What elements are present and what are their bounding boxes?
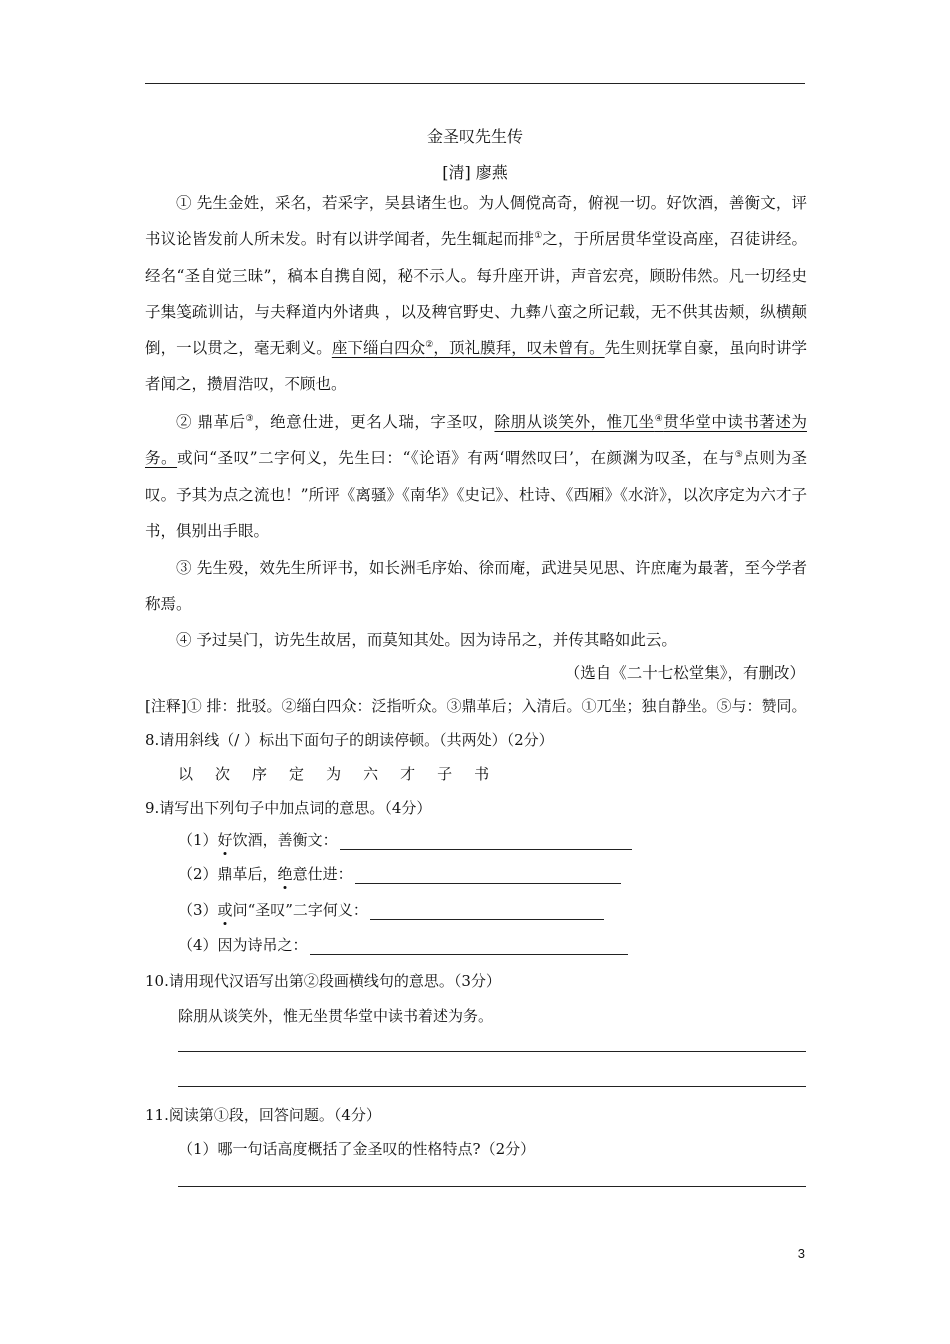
dotted-word-huo: 或 [217,901,233,919]
char-7: 才 [400,765,416,783]
dotted-word-jue: 绝 [277,865,293,883]
p1-underlined-sentence [332,339,605,357]
note-ref-3: ③ [245,413,255,424]
p2-text-a: ② 鼎革后 [176,413,246,431]
note-ref-1: ① [534,231,543,242]
page-number: 3 [797,1246,805,1261]
p1-text-b: 之，于所居贯华堂设高座，召徒讲经。经名“圣自觉三昧”，稿本自携自阅，秘不示人。每升座开讲，声音宏亮，顾盼伟然。凡一切经史子集笺疏训诂，与夫释道内外诸典 ，以及稗官野史、九彝八蛮之所记载，无不供其齿颊，纵横颠倒，一以贯之，毫无剩义。 [145,230,807,358]
char-8: 子 [437,765,453,783]
p2-underlined-a: 除朋从谈笑外，惟兀坐 [494,413,655,431]
q9-item-3 [178,899,604,920]
answer-line-10-2[interactable] [178,1086,806,1087]
char-9: 书 [474,765,490,783]
paragraph-3: ③ 先生殁，效先生所评书，如长洲毛序始、徐而庵，武进吴见思、许庶庵为最著，至今学者称焉。 [145,559,807,614]
annotations: [注释]① 排：批驳。②缁白四众：泛指听众。③鼎革后；入清后。①兀坐；独自静坐。⑤与：赞同。 [145,697,807,715]
question-10: 10.请用现代汉语写出第②段画横线句的意思。（3分） [145,972,501,990]
p1-text-c: 先生则抚掌自豪，虽向时讲学者闻之，攒眉浩叹，不顾也。 [145,339,807,394]
char-5: 为 [326,765,342,783]
q9-item-2-text: 意仕进： [292,865,353,883]
dotted-word-hao: 好 [217,831,233,849]
char-2: 次 [215,765,231,783]
answer-line-9-1[interactable] [340,831,632,850]
answer-line-10-1[interactable] [178,1051,806,1052]
answer-line-9-4[interactable] [310,936,628,955]
q9-item-4 [178,934,628,955]
answer-line-11-1[interactable] [178,1186,806,1187]
q9-item-2-num: （2）鼎革后， [178,865,278,883]
q9-item-1 [178,829,632,850]
p2-underlined-b: 贯华堂中读书著述为务。 [145,413,807,468]
question-11: 11.阅读第①段，回答问题。（4分） [145,1106,381,1124]
p1-underlined-b: ，顶礼膜拜，叹未曾有。 [433,339,605,358]
q9-item-1-num: （1） [178,831,218,849]
header-rule [145,83,805,84]
note-ref-2: ② [425,340,434,351]
question-9: 9.请写出下列句子中加点词的意思。（4分） [145,799,432,817]
essay-title: 金圣叹先生传 [426,127,523,146]
p1-underlined-a: 座下缁白四众 [331,339,426,358]
question-8: 8.请用斜线（/ ）标出下面句子的朗读停顿。（共两处）（2分） [145,731,554,749]
p1-text-a: ① 先生金姓，采名，若采字，吴县诸生也。为人倜傥高奇，俯视一切。好饮酒，善衡文，评书议论皆发前人所未发。时有以讲学闻者，先生辄起而排 [145,194,807,249]
q9-item-3-num: （3） [178,901,218,919]
q9-item-1-text: 饮酒，善衡文： [232,831,338,849]
char-4: 定 [289,765,305,783]
pause-sentence [178,763,511,784]
q9-item-2 [178,863,621,884]
answer-line-9-3[interactable] [370,901,604,920]
q10-sentence: 除朋从谈笑外，惟无坐贯华堂中读书着述为务。 [178,1007,494,1025]
q9-item-4-text: （4）因为诗吊之： [178,936,308,954]
answer-line-9-2[interactable] [355,865,621,884]
paragraph-1 [145,185,807,403]
p2-text-c: 或问“圣叹”二字何义，先生曰：“《论语》有两‘喟然叹曰’，在颜渊为叹圣，在与 [177,449,735,468]
source-citation: （选自《二十七松堂集》，有删改） [564,664,805,682]
char-3: 序 [252,765,268,783]
note-ref-4: ④ [654,413,664,424]
paragraph-2 [145,404,807,549]
paragraph-4: ④ 予过吴门，访先生故居，而莫知其处。因为诗吊之，并传其略如此云。 [176,631,677,649]
q9-item-3-text: 问“圣叹”二字何义： [232,901,368,919]
char-1: 以 [178,765,194,783]
p2-text-d: 点则为圣叹。予其为点之流也！”所评《离骚》《南华》《史记》、杜诗、《西厢》《水浒》，以次序定为六才子书，俱别出手眼。 [145,449,807,540]
p2-text-b: ，绝意仕进，更名人瑞，字圣叹， [254,413,495,431]
note-ref-5: ⑤ [734,450,744,461]
q11-sub-1: （1）哪一句话高度概括了金圣叹的性格特点?（2分） [178,1140,536,1158]
char-6: 六 [363,765,379,783]
essay-author: [清] 廖燕 [442,163,508,182]
